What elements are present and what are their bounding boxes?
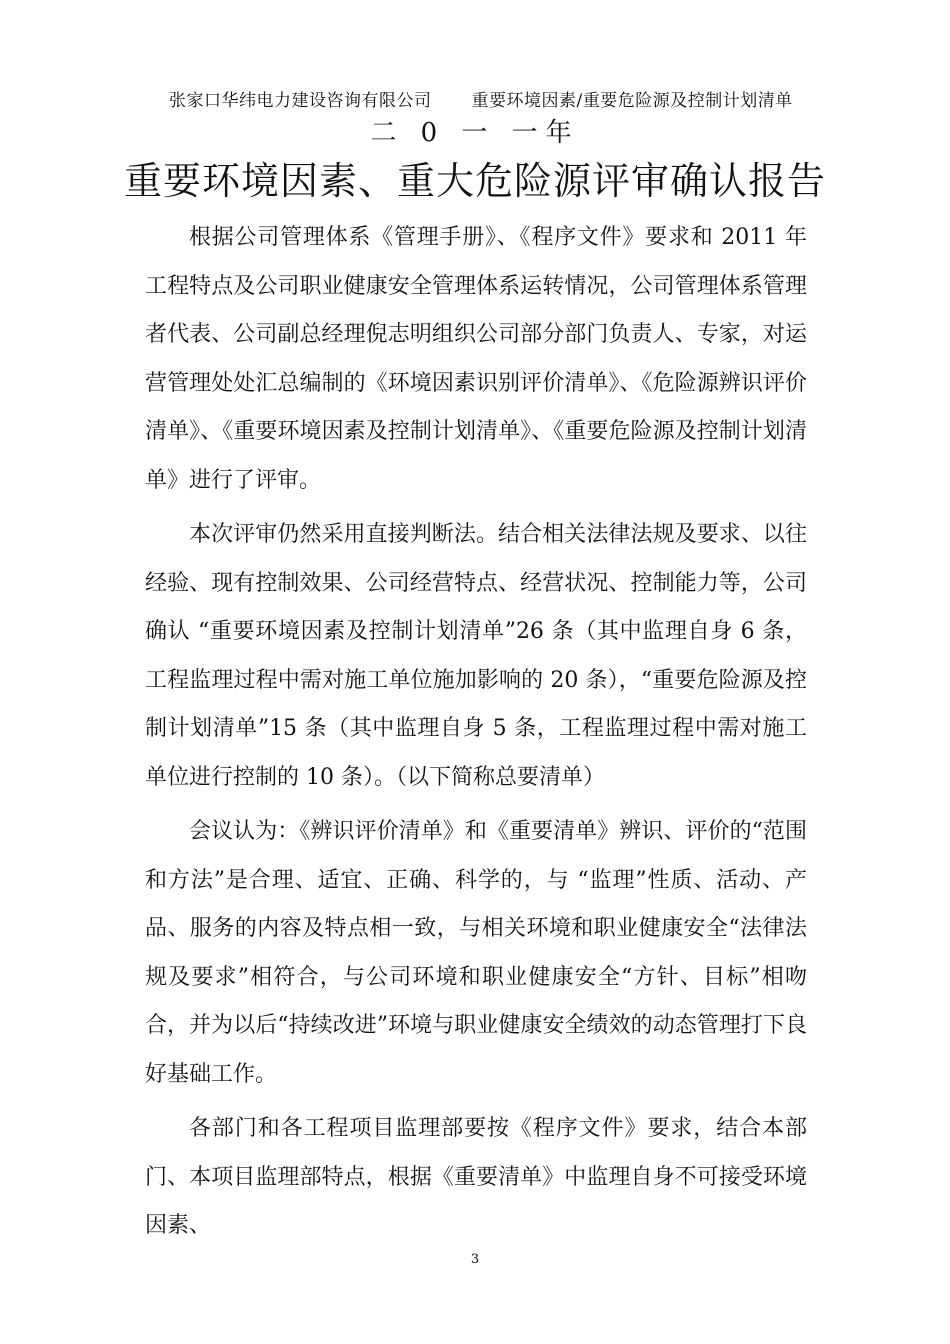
paragraph-4: 各部门和各工程项目监理部要按《程序文件》要求，结合本部门、本项目监理部特点，根据《重要清单》中监理自身不可接受环境因素、 [145,1116,807,1238]
paragraph-3: 会议认为：《辨识评价清单》和《重要清单》辨识、评价的“范围和方法”是合理、适宜、正确、科学的，与 “监理”性质、活动、产品、服务的内容及特点相一致，与相关环境和职业健康安全“法律法规及要求”相符合，与公司环境和职业健康安全“方针、目标”相吻合，并为以后“持续改进”环境与职业健康安全绩效的动态管理打下良好基础工作。 [145,819,807,1087]
year-line: 二 0 一 一年 [370,118,580,148]
header-company: 张家口华纬电力建设咨询有限公司 [169,91,432,111]
header-doc-name: 重要环境因素/重要危险源及控制计划清单 [471,91,793,111]
document-body [145,214,807,1257]
paragraph-2: 本次评审仍然采用直接判断法。结合相关法律法规及要求、以往经验、现有控制效果、公司经营特点、经营状况、控制能力等，公司确认 “重要环境因素及控制计划清单”26 条（其中监理自身 6 条，工程监理过程中需对施工单位施加影响的 20 条），“重要危险源及控制计划清单”15 条（其中监理自身 5 条，工程监理过程中需对施工单位进行控制的 10 条）。（以下简称总要清单） [145,522,807,790]
paragraph-1: 根据公司管理体系《管理手册》、《程序文件》要求和 2011 年工程特点及公司职业健康安全管理体系运转情况，公司管理体系管理者代表、公司副总经理倪志明组织公司部分部门负责人、专家，对运营管理处处汇总编制的《环境因素识别评价清单》、《危险源辨识评价清单》、《重要环境因素及控制计划清单》、《重要危险源及控制计划清单》进行了评审。 [145,225,807,493]
running-header [0,66,950,111]
page-title: 重要环境因素、重大危险源评审确认报告 [123,159,826,203]
page-number: 3 [470,1252,480,1267]
